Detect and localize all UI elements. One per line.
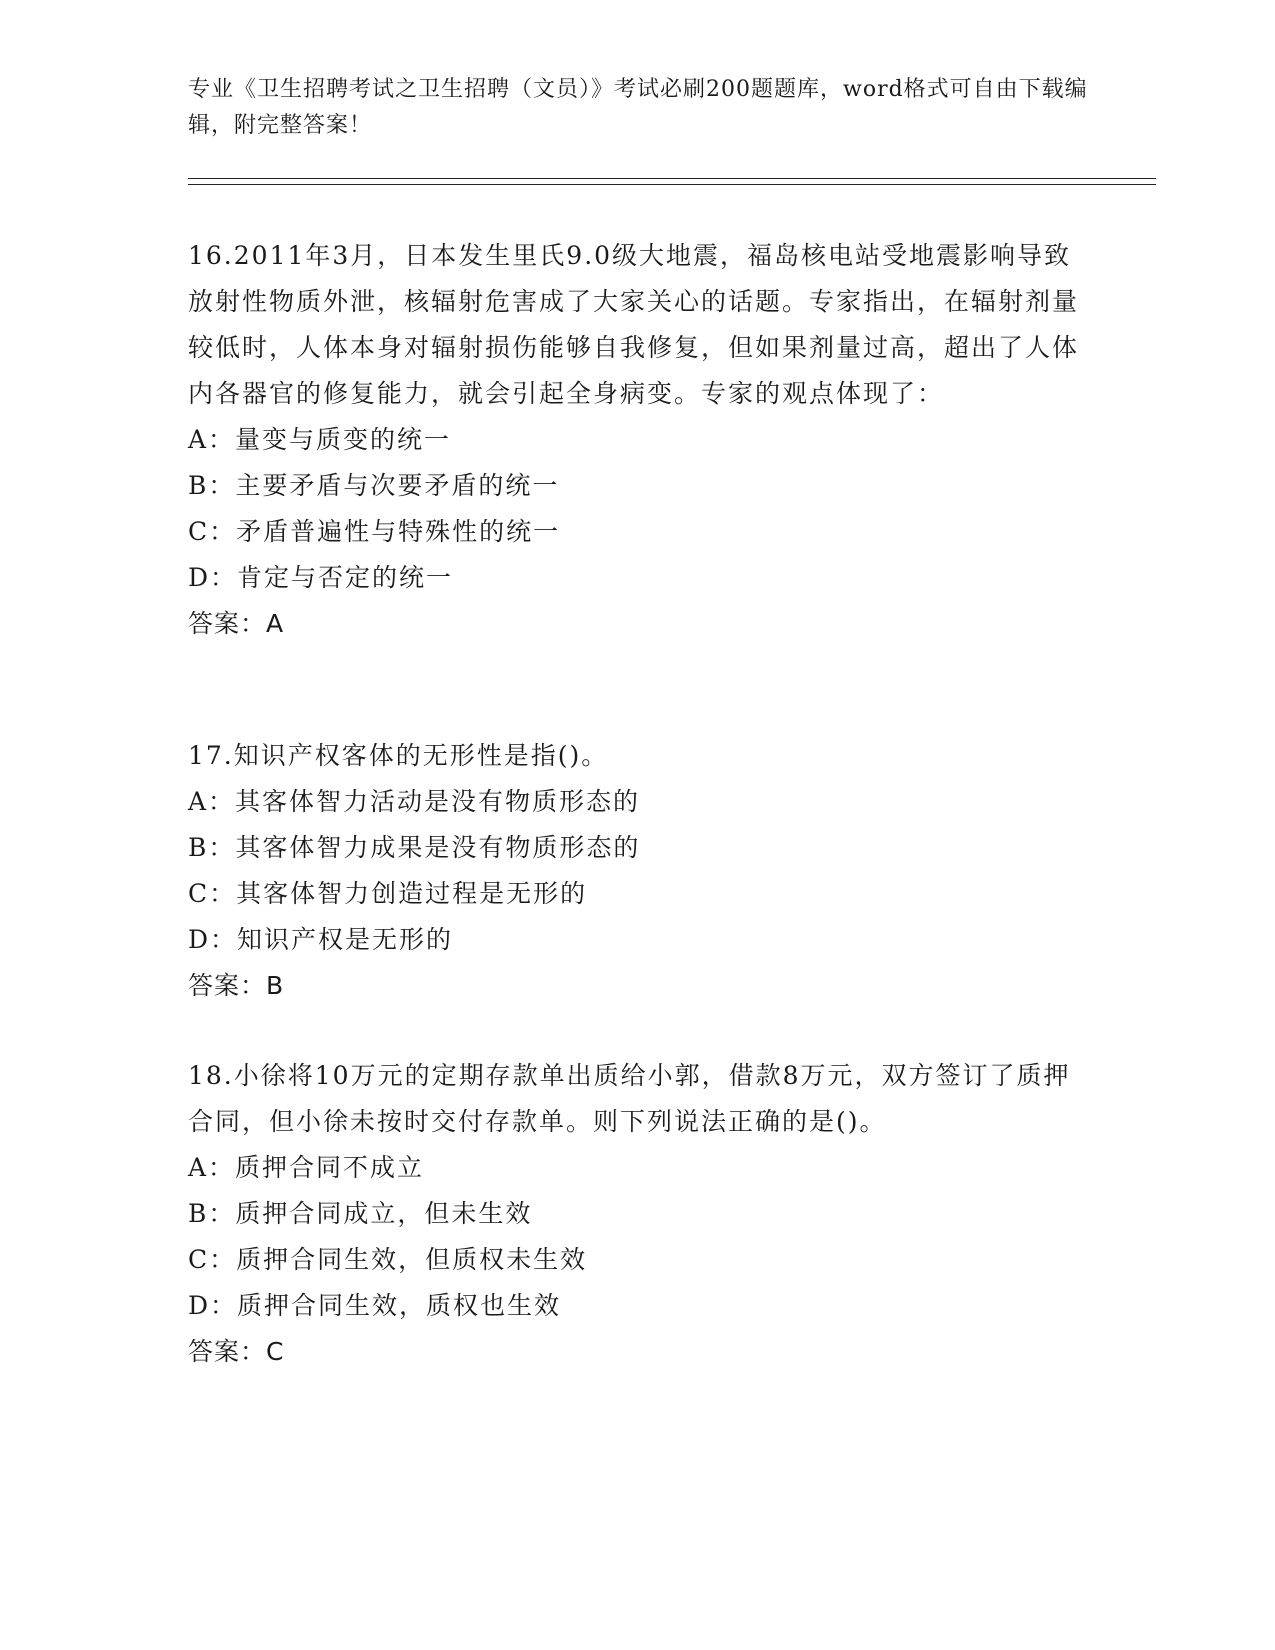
question-17 (188, 733, 1088, 1009)
header-divider-bottom (188, 184, 1156, 185)
option-d: D：知识产权是无形的 (188, 925, 454, 954)
option-b: B：主要矛盾与次要矛盾的统一 (188, 471, 560, 500)
question-stem: 17.知识产权客体的无形性是指()。 (188, 741, 609, 770)
option-d: D：质押合同生效，质权也生效 (188, 1291, 562, 1320)
answer-line: 答案：C (188, 1337, 285, 1366)
answer-line: 答案：B (188, 971, 285, 1000)
option-a: A：量变与质变的统一 (188, 425, 452, 454)
question-stem: 18.小徐将10万元的定期存款单出质给小郭，借款8万元，双方签订了质押合同，但小徐未按时交付存款单。则下列说法正确的是()。 (188, 1061, 1071, 1136)
answer-line: 答案：A (188, 609, 285, 638)
header-divider-top (188, 178, 1156, 179)
document-header: 专业《卫生招聘考试之卫生招聘（文员）》考试必刷200题题库，word格式可自由下载编辑，附完整答案！ (188, 77, 1088, 138)
option-d: D：肯定与否定的统一 (188, 563, 454, 592)
option-b: B：其客体智力成果是没有物质形态的 (188, 833, 641, 862)
option-a: A：其客体智力活动是没有物质形态的 (188, 787, 641, 816)
option-a: A：质押合同不成立 (188, 1153, 425, 1182)
question-18 (188, 1053, 1088, 1375)
option-b: B：质押合同成立，但未生效 (188, 1199, 533, 1228)
option-c: C：矛盾普遍性与特殊性的统一 (188, 517, 561, 546)
question-16 (188, 233, 1088, 647)
question-stem: 16.2011年3月，日本发生里氏9.0级大地震，福岛核电站受地震影响导致放射性物质外泄，核辐射危害成了大家关心的话题。专家指出，在辐射剂量较低时，人体本身对辐射损伤能够自我修复，但如果剂量过高，超出了人体内各器官的修复能力，就会引起全身病变。专家的观点体现了： (188, 241, 1080, 408)
option-c: C：其客体智力创造过程是无形的 (188, 879, 588, 908)
option-c: C：质押合同生效，但质权未生效 (188, 1245, 588, 1274)
